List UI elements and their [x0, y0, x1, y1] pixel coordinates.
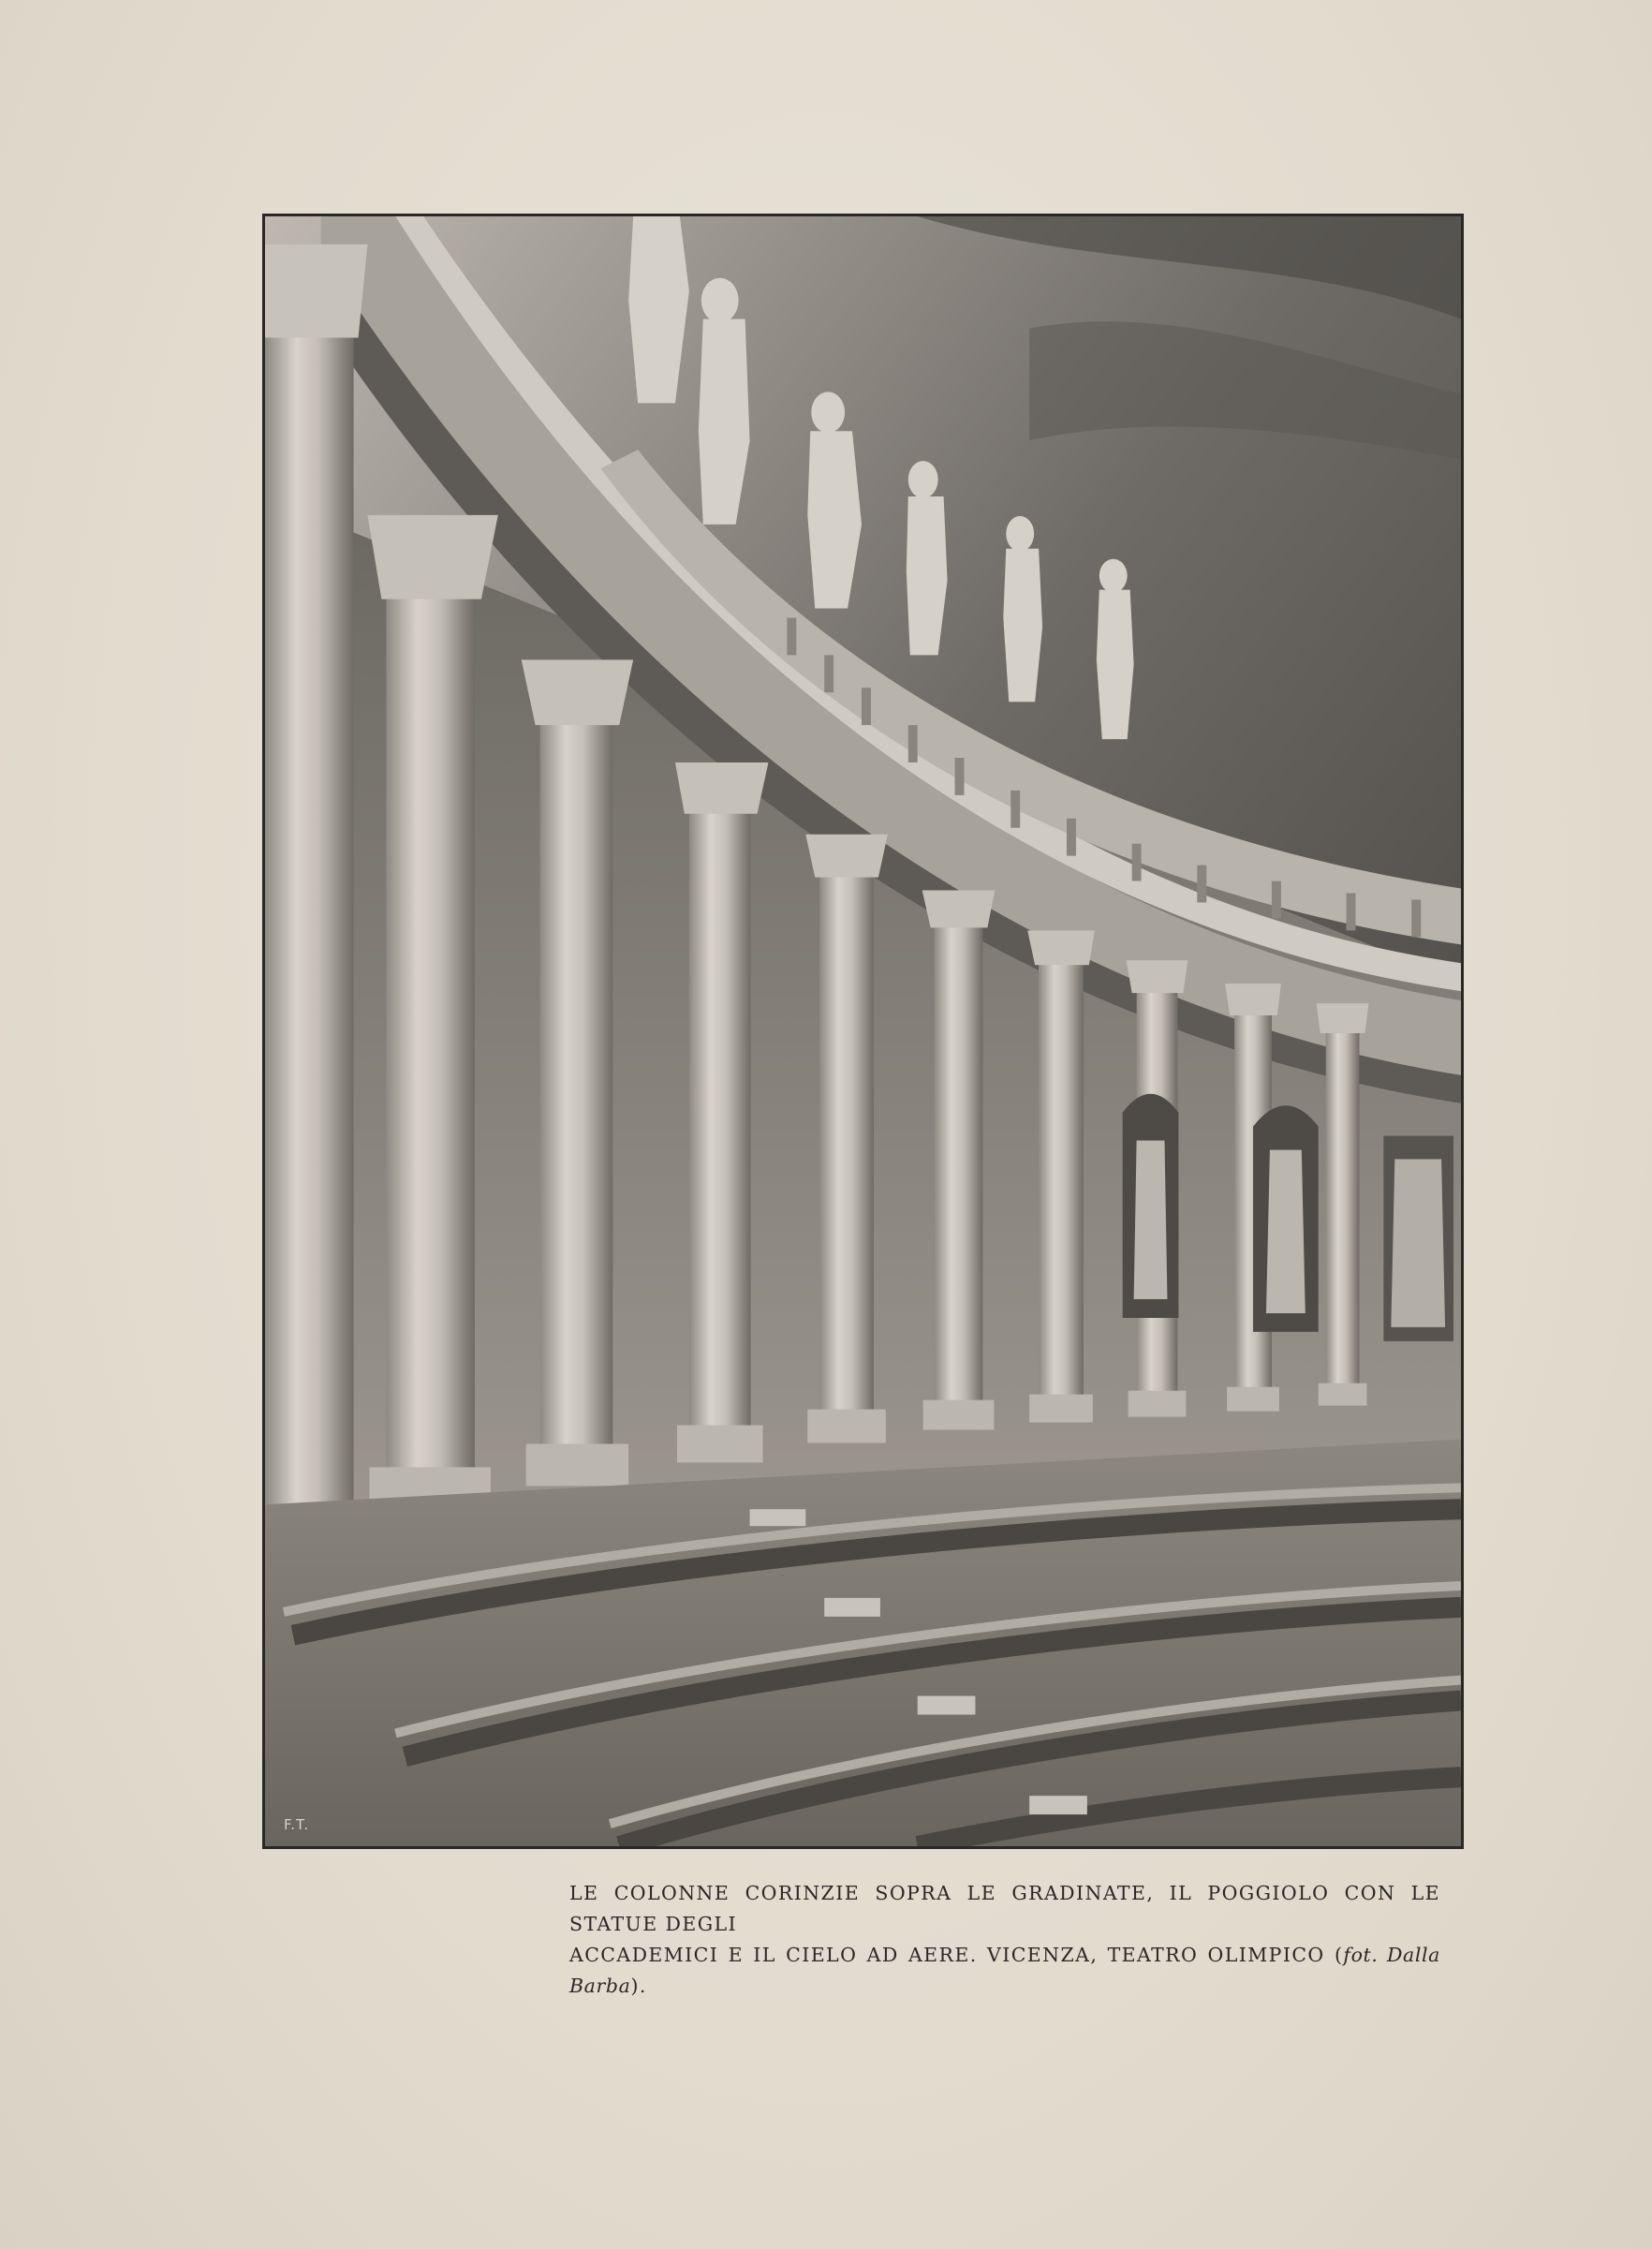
- caption-line-2: ACCADEMICI E IL CIELO AD AERE. VICENZA, TEATRO OLIMPICO: [569, 1944, 1325, 1966]
- photo-caption: [569, 1878, 1440, 2002]
- photographer-monogram: F.T.: [284, 1816, 310, 1833]
- caption-credit: fot. Dalla Barba: [569, 1944, 1440, 1997]
- caption-line-1: LE COLONNE CORINZIE SOPRA LE GRADINATE, IL POGGIOLO CON LE STATUE DEGLI: [569, 1882, 1440, 1935]
- caption-credit-open: (: [1334, 1944, 1344, 1966]
- caption-credit-close: ).: [630, 1975, 647, 1997]
- photo-plate: [262, 214, 1464, 1849]
- theatre-photograph: [265, 216, 1461, 1846]
